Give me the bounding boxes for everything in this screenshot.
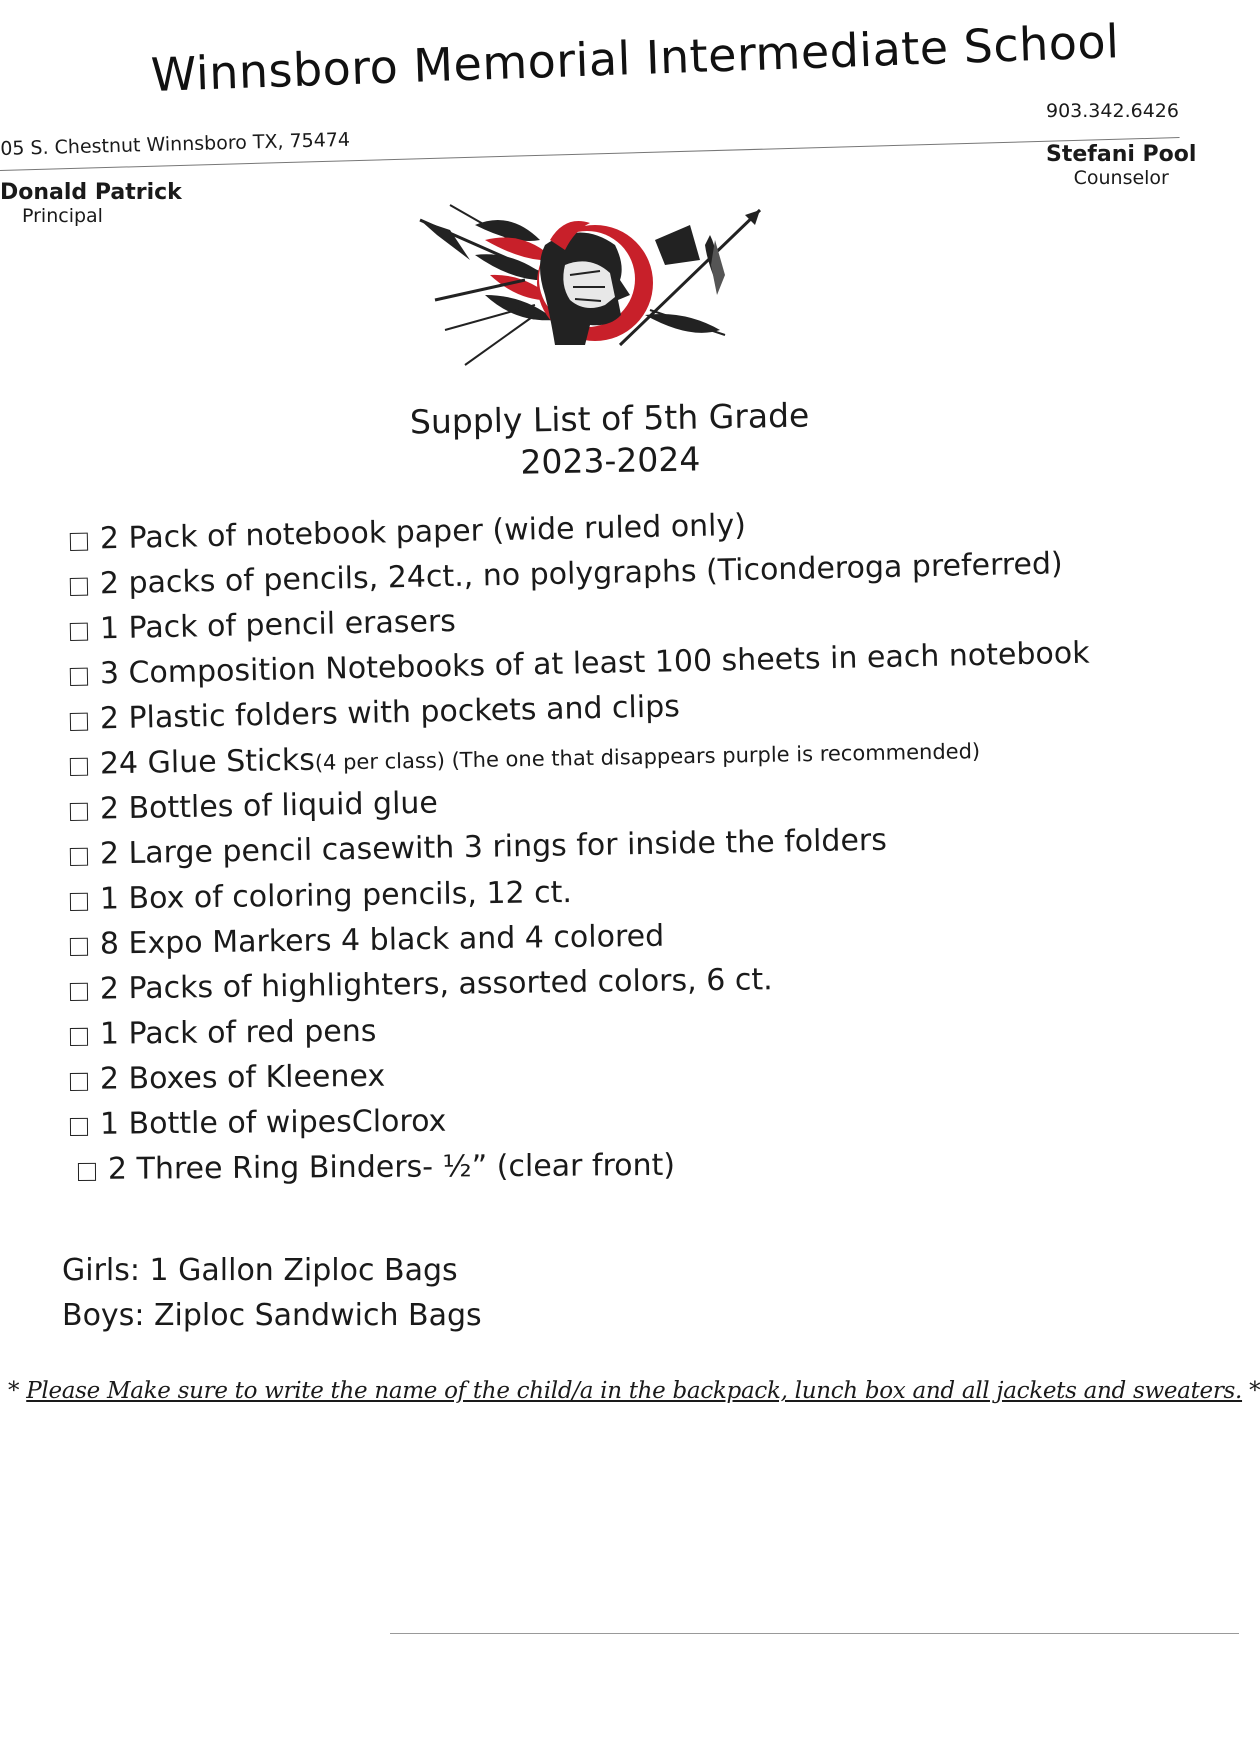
list-item (78, 1144, 1170, 1197)
item-label: 2 Boxes of Kleenex (99, 1058, 386, 1097)
checkbox[interactable] (70, 1073, 88, 1091)
item-label: 2 packs of pencils, 24ct., no polygraphs (Ticonderoga preferred) (99, 546, 1064, 602)
item-label: 2 Bottles of liquid glue (99, 785, 439, 827)
checkbox[interactable] (70, 848, 88, 866)
mascot-logo-icon (415, 205, 775, 370)
reminder-star: * (8, 1378, 20, 1404)
item-label: 1 Pack of pencil erasers (99, 603, 457, 647)
item-label: 24 Glue Sticks (99, 742, 316, 782)
principal-name: Donald Patrick (0, 180, 182, 205)
item-label: 3 Composition Notebooks of at least 100 sheets in each notebook (99, 635, 1090, 692)
checkbox[interactable] (70, 803, 88, 821)
checkbox[interactable] (70, 893, 88, 911)
list-item (70, 1097, 1170, 1152)
checkbox[interactable] (70, 983, 88, 1001)
supply-list (70, 507, 1170, 1197)
name-reminder (8, 1378, 1260, 1404)
principal-title: Principal (22, 205, 103, 227)
checkbox[interactable] (70, 938, 88, 956)
item-label: 1 Pack of red pens (99, 1013, 377, 1052)
checkbox[interactable] (70, 578, 88, 596)
document-title (379, 394, 840, 486)
item-label: 1 Bottle of wipesClorox (99, 1103, 447, 1142)
counselor-name: Stefani Pool (1046, 142, 1197, 167)
item-label: 2 Large pencil casewith 3 rings for inside the folders (99, 822, 888, 872)
reminder-star: * (1249, 1378, 1260, 1404)
school-phone: 903.342.6426 (1046, 100, 1179, 122)
item-label: 2 Three Ring Binders- ½” (clear front) (107, 1147, 676, 1187)
bag-requirements (62, 1248, 482, 1338)
footer-divider (390, 1633, 1239, 1634)
checkbox[interactable] (70, 713, 88, 731)
girls-requirement: Girls: 1 Gallon Ziploc Bags (62, 1253, 458, 1288)
item-label: 2 Packs of highlighters, assorted colors, 6 ct. (99, 962, 773, 1007)
checkbox[interactable] (70, 623, 88, 641)
counselor-block (1046, 142, 1196, 189)
checkbox[interactable] (70, 533, 88, 551)
item-label: 2 Pack of notebook paper (wide ruled only) (99, 507, 747, 557)
checkbox[interactable] (70, 1118, 88, 1136)
checkbox[interactable] (70, 668, 88, 686)
checkbox[interactable] (70, 1028, 88, 1046)
boys-requirement: Boys: Ziploc Sandwich Bags (62, 1298, 482, 1333)
item-label: 2 Plastic folders with pockets and clips (99, 689, 681, 737)
item-label: 1 Box of coloring pencils, 12 ct. (99, 874, 573, 917)
item-label: 8 Expo Markers 4 black and 4 colored (99, 918, 665, 962)
item-note: (4 per class) (The one that disappears purple is recommended) (314, 739, 981, 775)
checkbox[interactable] (78, 1163, 96, 1181)
counselor-title: Counselor (1073, 167, 1169, 189)
school-address: 05 S. Chestnut Winnsboro TX, 75474 (0, 128, 351, 160)
title-line-2: 2023-2024 (520, 439, 701, 482)
reminder-text: Please Make sure to write the name of the child/a in the backpack, lunch box and all jackets and sweaters. (26, 1378, 1243, 1404)
title-line-1: Supply List of 5th Grade (409, 395, 810, 442)
checkbox[interactable] (70, 758, 88, 776)
principal-block (0, 180, 182, 227)
school-name: Winnsboro Memorial Intermediate School (150, 14, 1121, 102)
